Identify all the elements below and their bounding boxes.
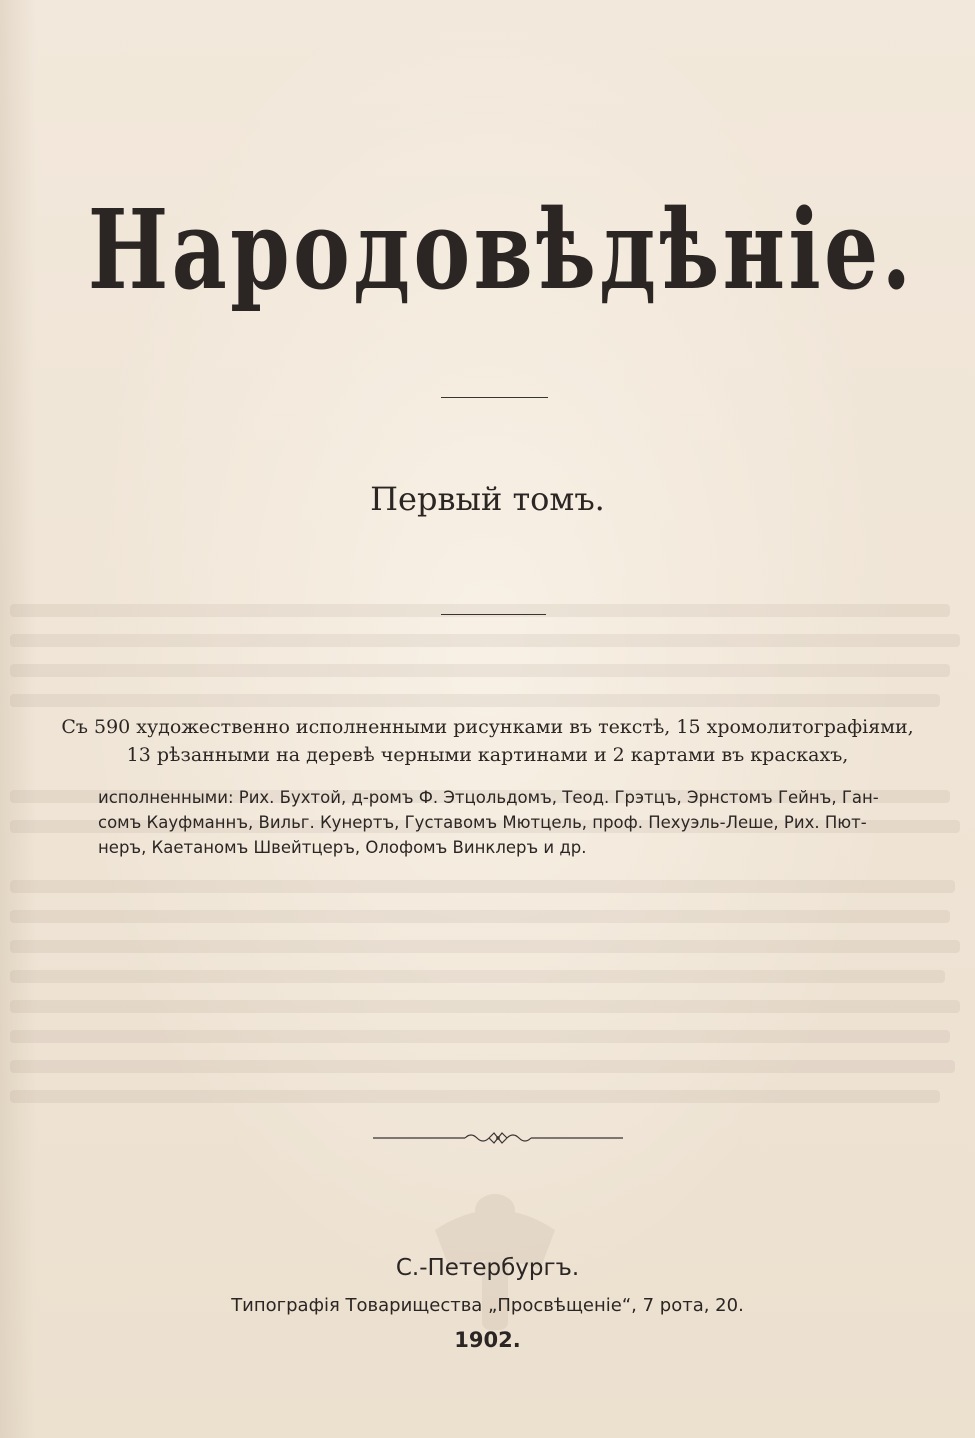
artists-line: неръ, Каетаномъ Швейтцеръ, Олофомъ Винклеръ и др. xyxy=(98,838,587,857)
volume-divider xyxy=(441,614,546,615)
show-through-lines xyxy=(0,600,975,1120)
illustrations-note xyxy=(0,713,975,769)
artists-credits xyxy=(98,785,888,860)
imprint-press: Типографія Товарищества „Просвѣщеніе“, 7 рота, 20. xyxy=(231,1295,744,1316)
title-divider xyxy=(441,397,548,398)
show-through-texture xyxy=(0,600,975,1120)
illustrations-line: Съ 590 художественно исполненными рисунками въ текстѣ, 15 хромолитографіями, xyxy=(61,716,914,738)
artists-line: сомъ Кауфманнъ, Вильг. Кунертъ, Густавомъ Мютцель, проф. Пехуэль-Леше, Рих. Пют- xyxy=(98,813,867,832)
imprint-city: С.-Петербургъ. xyxy=(395,1255,580,1281)
imprint-year: 1902. xyxy=(454,1328,521,1352)
ornamental-divider xyxy=(373,1130,623,1146)
volume-label: Первый томъ. xyxy=(370,480,605,518)
illustrations-line: 13 рѣзанными на деревѣ черными картинами и 2 картами въ краскахъ, xyxy=(126,744,849,766)
artists-line: исполненными: Рих. Бухтой, д-ромъ Ф. Этцольдомъ, Теод. Грэтцъ, Эрнстомъ Гейнъ, Ган- xyxy=(98,788,879,807)
book-title: Народовѣдѣніе. xyxy=(87,184,915,315)
